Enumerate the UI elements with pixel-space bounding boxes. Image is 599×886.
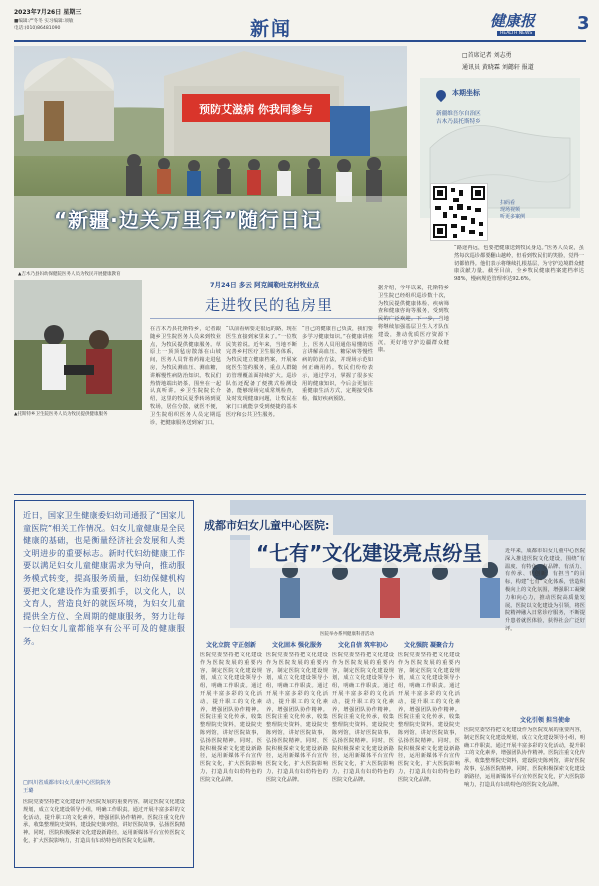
article1-headline: 走进牧民的毡房里 [205,296,334,314]
article1-col4: 据介绍，今年以来，托斯特乡卫生院已经组织巡诊数十次，为牧民提供健康体检、疾病筛查和健康咨询等服务，受到牧民的广泛欢迎。下一步，当地将继续加强基层卫生人才队伍建设，推动优质医疗资源下沉，更好地守护边疆群众健康。 [378,285,449,354]
newspaper-logo: 健康报 [490,12,536,30]
editorial-box [14,500,194,868]
editorial-extra-text: 医院党委坚持把文化建设作为医院发展的重要内容，制定医院文化建设规划，成立文化建设领导小组，明确工作职责。通过开展丰富多彩的文化活动，提升职工的文化素养，增强团队协作精神。医院注重文化传承，收集整理院史资料，建设院史陈列馆，讲好医院故事，弘扬医院精神。同时，医院积极探索文化建设新路径，运用新媒体平台宣传医院文化，扩大医院影响力，打造具有妇幼特色的医院文化品牌。 [23,799,185,844]
special-title: “新疆·边关万里行”随行日记 [54,208,322,232]
feature-sub3: 文化自信 筑牢初心 [337,642,389,649]
phone-line: 电话:(010)86481090 [14,26,61,31]
feature-col1: 医院党委坚持把文化建设作为医院发展的重要内容，制定医院文化建设规划，成立文化建设领导小组，明确工作职责。通过开展丰富多彩的文化活动，提升职工的文化素养，增强团队协作精神。医院注重文化传承，收集整理院史资料，建设院史陈列馆，讲好医院故事，弘扬医院精神。同时，医院积极探索文化建设新路径，运用新媒体平台宣传医院文化，扩大医院影响力，打造具有妇幼特色的医院文化品牌。 [200,652,262,783]
qr-caption: 扫码看 现场视频 听更多案例 [500,200,526,220]
masthead-meta [14,7,164,37]
feature-title-small: 成都市妇女儿童中心医院: [200,515,333,535]
feature-col2: 医院党委坚持把文化建设作为医院发展的重要内容，制定医院文化建设规划，成立文化建设领导小组，明确工作职责。通过开展丰富多彩的文化活动，提升职工的文化素养，增强团队协作精神。医院注重文化传承，收集整理院史资料，建设院史陈列馆，讲好医院故事，弘扬医院精神。同时，医院积极探索文化建设新路径，运用新媒体平台宣传医院文化，扩大医院影响力，打造具有妇幼特色的医院文化品牌。 [266,652,328,783]
section-divider [14,494,586,495]
editor-line: ■编辑:严冬冬 实习编辑:项敏 [14,19,74,24]
feature-title: “七有”文化建设亮点纷呈 [250,535,488,568]
feature-col5: 医院党委坚持把文化建设作为医院发展的重要内容，制定医院文化建设规划，成立文化建设领导小组，明确工作职责。通过开展丰富多彩的文化活动，提升职工的文化素养，增强团队协作精神。医院注重文化传承，收集整理院史资料，建设院史陈列馆，讲好医院故事，弘扬医院精神。同时，医院积极探索文化建设新路径，运用新媒体平台宣传医院文化，扩大医院影响力，打造具有妇幼特色的医院文化品牌。 [464,727,585,788]
date-line: 7月24日 多云 阿克阔勒吐克村牧业点 [210,281,320,289]
editorial-reporter: □四川省成都市妇女儿童中心医院院务 王璐 [23,780,111,794]
map-label: 本期坐标 [452,89,480,97]
feature-photo-caption: 医院举办系列健康科普活动 [320,632,374,637]
photo1-caption: ▲吉木乃县妇幼保健院医务人员为牧民开展健康教育 [18,272,121,277]
reporter-line: □首席记者 刘志勇 [462,52,512,59]
qr-code-image [431,184,487,240]
newspaper-logo-en: HEALTH NEWS [497,31,535,36]
qr-code[interactable] [430,183,488,241]
article1-col2: “以前看病要走很远的路，现在医生直接到家里来了。”一位牧民笑着说。近年来，当地不断完善乡村医疗卫生服务体系，为牧民建立健康档案，开展家庭医生签约服务，重点人群随访管理覆盖面持续扩大。巡诊队伍还配备了便携式检测设备，能够现场完成常规检查，及时发现健康问题，让牧民在家门口就能享受到便捷的基本医疗和公共卫生服务。 [226,326,297,418]
article1-col5: “路途再远，也要把健康送到牧民身边。”医务人员说，虽然每次巡诊都要翻山越岭，但看到牧民们的笑脸，觉得一切都值得。他们表示将继续扎根基层，为守护边境群众健康贡献力量。截至目前，全乡牧民健康档案建档率达98%，慢病规范管理率达92.6%。 [454,245,584,283]
banner-text: 预防艾滋病 你我同参与 [199,103,313,116]
photo2-caption: ▲托斯特乡卫生院医务人员为牧民提供健康服务 [14,412,108,417]
yurt-scene-image [14,46,407,268]
photo2 [14,280,142,410]
map-place: 新疆维吾尔自治区 吉木乃县托斯特乡 [436,111,481,125]
editorial-text: 近日，国家卫生健康委妇幼司通报了“国家儿童医院”相关工作情况。妇女儿童健康是全民健康的基础，也是衡量经济社会发展和人类文明进步的重要标志。新时代妇幼健康工作要以满足妇女儿童健康需求为导向，推动服务模式转变，提高服务质量，妇幼保健机构要把文化建设作为重要抓手，以文化人，以文育人，营造良好的就医环境，为妇女儿童提供全方位、全周期的健康服务，努力让每一位妇女儿童都能享有公平可及的健康服务。 [23,510,185,646]
feature-col3: 医院党委坚持把文化建设作为医院发展的重要内容，制定医院文化建设规划，成立文化建设领导小组，明确工作职责。通过开展丰富多彩的文化活动，提升职工的文化素养，增强团队协作精神。医院注重文化传承，收集整理院史资料，建设院史陈列馆，讲好医院故事，弘扬医院精神。同时，医院积极探索文化建设新路径，运用新媒体平台宣传医院文化，扩大医院影响力，打造具有妇幼特色的医院文化品牌。 [332,652,394,783]
feature-col4: 医院党委坚持把文化建设作为医院发展的重要内容，制定医院文化建设规划，成立文化建设领导小组，明确工作职责。通过开展丰富多彩的文化活动，提升职工的文化素养，增强团队协作精神。医院注重文化传承，收集整理院史资料，建设院史陈列馆，讲好医院故事，弘扬医院精神。同时，医院积极探索文化建设新路径，运用新媒体平台宣传医院文化，扩大医院影响力，打造具有妇幼特色的医院文化品牌。 [398,652,460,783]
feature-intro: 近年来，成都市妇女儿童中心医院深入推进医院文化建设，围绕“有温度、有特色、有品牌、有活力、有传承、有创新、有担当”的目标，构建“七有”文化体系，营造积极向上的文化氛围，增强职工凝聚力和向心力，推动医院高质量发展。医院以文化建设为引领，将医院精神融入日常诊疗服务，不断提升患者就医体验，获得社会广泛好评。 [505,548,585,632]
masthead-rule [14,40,586,42]
feature-sub2: 文化固本 强化服务 [271,642,323,649]
feature-sub4: 文化强院 凝聚合力 [403,642,455,649]
article1-col3: “自己的健康自己负责，我们要多学习健康知识。”在健康讲座上，医务人员用通俗易懂的语言讲解高血压、糖尿病等慢性病的防治方法，并现场示范如何正确用药。牧民们纷纷表示，通过学习，掌握了很多实用的健康知识，今后会更加注重健康生活方式，定期接受体检，做好疾病预防。 [302,326,373,403]
feature-sub1: 文化立院 守正创新 [205,642,257,649]
section-title: 新闻 [250,18,293,40]
yurt-photo [14,46,407,268]
feature-sub5: 文化引领 担当使命 [519,717,571,724]
page-number: 3 [577,13,590,34]
correspondent-line: 通讯员 黄晓霖 刘懿轩 报道 [462,64,534,71]
article1-col1: 在吉木乃县托斯特乡，记者跟随乡卫生院医务人员来到牧业点，为牧民提供健康服务。草原上一顶顶毡房散落在山坡间，医务人员背着药箱走进毡房，为牧民测血压、测血糖，讲解慢性病防治知识。牧民们热情地端出奶茶，围坐在一起认真听讲。乡卫生院院长介绍，这里的牧民夏季转场到夏牧场，居住分散，就医不便，卫生院组织医务人员定期巡诊，把健康服务送到家门口。 [150,326,221,426]
photo2-image [14,280,142,410]
issue-date: 2023年7月26日 星期三 [14,9,82,16]
